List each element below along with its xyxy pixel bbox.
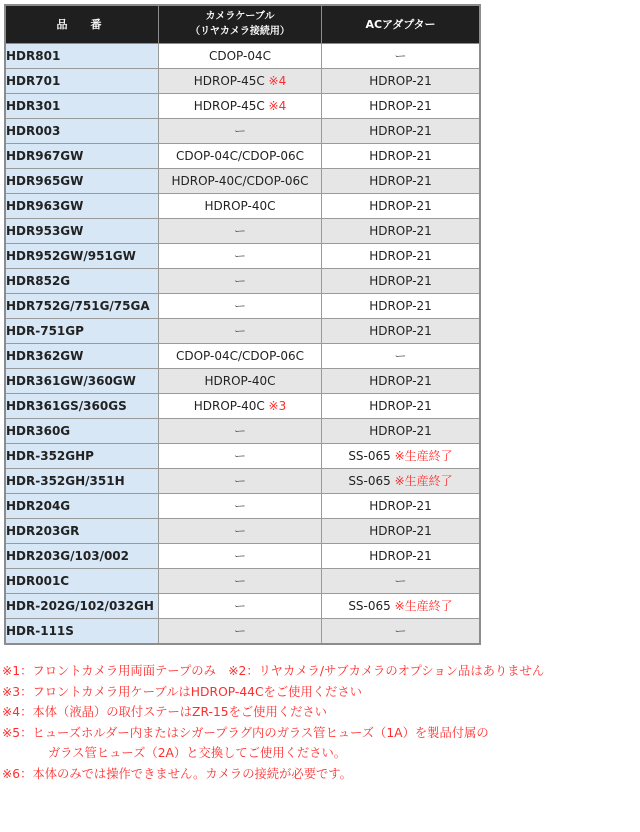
model-cell: HDR953GW (5, 218, 159, 243)
ac-adapter-cell (322, 368, 481, 393)
model-cell: HDR003 (5, 118, 159, 143)
table-row (5, 468, 480, 493)
camera-cable-cell-value: HDROP-45C (193, 98, 269, 113)
camera-cable-cell-value: HDROP-40C (204, 198, 276, 213)
model-cell: HDR361GW/360GW (5, 368, 159, 393)
table-row (5, 443, 480, 468)
model-cell: HDR001C (5, 568, 159, 593)
table-row (5, 418, 480, 443)
ac-adapter-cell (322, 318, 481, 343)
footnote-5-continued: ガラス管ヒューズ（2A）と交換してご使用ください。 (48, 746, 347, 760)
camera-cable-cell (159, 493, 322, 518)
ac-adapter-cell (322, 618, 481, 644)
ac-adapter-cell (322, 43, 481, 68)
camera-cable-cell-value: ー (233, 299, 246, 313)
ac-adapter-cell (322, 393, 481, 418)
ac-adapter-cell (322, 243, 481, 268)
model-cell: HDR852G (5, 268, 159, 293)
camera-cable-cell-value: CDOP-04C (208, 48, 271, 63)
ac-adapter-cell (322, 343, 481, 368)
ac-adapter-cell-value: HDROP-21 (369, 73, 432, 88)
footnote-1-2: ※1：フロントカメラ用両面テープのみ ※2：リヤカメラ/サブカメラのオプション品はありません (2, 664, 545, 678)
camera-cable-cell (159, 168, 322, 193)
camera-cable-cell-value: HDROP-40C/CDOP-06C (171, 173, 309, 188)
ac-adapter-cell (322, 268, 481, 293)
ac-adapter-cell-value: ー (394, 624, 407, 638)
camera-cable-cell-value: ー (233, 424, 246, 438)
table-body (5, 43, 480, 644)
ac-adapter-cell (322, 168, 481, 193)
ac-adapter-cell-value: HDROP-21 (369, 423, 432, 438)
ac-adapter-cell (322, 68, 481, 93)
camera-cable-cell (159, 368, 322, 393)
ac-adapter-cell (322, 93, 481, 118)
footnote-3: ※3：フロントカメラ用ケーブルはHDROP-44Cをご使用ください (2, 684, 362, 699)
footnotes (2, 661, 638, 784)
ac-adapter-cell-value: SS-065 (348, 449, 395, 463)
table-row (5, 68, 480, 93)
camera-cable-cell (159, 118, 322, 143)
ac-adapter-cell-value: HDROP-21 (369, 123, 432, 138)
ac-adapter-cell-value: ー (394, 349, 407, 363)
camera-cable-cell (159, 293, 322, 318)
model-cell: HDR963GW (5, 193, 159, 218)
ac-adapter-cell-value: HDROP-21 (369, 498, 432, 513)
header-model: 品 番 (5, 5, 159, 43)
ac-adapter-cell-value: HDROP-21 (369, 273, 432, 288)
table-row (5, 393, 480, 418)
camera-cable-cell-value: HDROP-40C (204, 373, 276, 388)
footnote-4: ※4：本体（液晶）の取付ステーはZR-15をご使用ください (2, 705, 327, 719)
table-row (5, 493, 480, 518)
model-cell: HDR-352GHP (5, 443, 159, 468)
camera-cable-cell-value: ー (233, 549, 246, 563)
table-row (5, 168, 480, 193)
header-camera-cable-line2: （リヤカメラ接続用） (190, 26, 290, 38)
ac-adapter-cell (322, 118, 481, 143)
header-camera-cable-line1: カメラケーブル (205, 11, 275, 23)
camera-cable-cell (159, 193, 322, 218)
ac-adapter-cell-value: HDROP-21 (369, 298, 432, 313)
model-cell: HDR-352GH/351H (5, 468, 159, 493)
table-row (5, 343, 480, 368)
table-row (5, 293, 480, 318)
camera-cable-cell (159, 218, 322, 243)
ac-adapter-cell-value: SS-065 (348, 599, 395, 613)
camera-cable-cell (159, 143, 322, 168)
camera-cable-cell-value: CDOP-04C/CDOP-06C (175, 348, 305, 363)
ac-adapter-cell (322, 218, 481, 243)
camera-cable-cell (159, 618, 322, 644)
ac-adapter-cell-value: HDROP-21 (369, 548, 432, 563)
table-header-row (5, 5, 480, 43)
camera-cable-cell (159, 43, 322, 68)
model-cell: HDR752G/751G/75GA (5, 293, 159, 318)
camera-cable-cell-note: ※4 (268, 98, 287, 113)
options-table (4, 4, 481, 645)
camera-cable-cell (159, 343, 322, 368)
ac-adapter-cell-value: ー (394, 49, 407, 63)
table-row (5, 93, 480, 118)
camera-cable-cell (159, 593, 322, 618)
table-row (5, 618, 480, 644)
footnote-5: ※5：ヒューズホルダー内またはシガープラグ内のガラス管ヒューズ（1A）を製品付属の (2, 725, 489, 740)
ac-adapter-cell-value: SS-065 (348, 474, 395, 488)
table-row (5, 318, 480, 343)
ac-adapter-cell (322, 518, 481, 543)
model-cell: HDR801 (5, 43, 159, 68)
ac-adapter-cell (322, 443, 481, 468)
header-ac-adapter: ACアダプター (322, 5, 481, 43)
table-row (5, 518, 480, 543)
camera-cable-cell-value: ー (233, 224, 246, 238)
camera-cable-cell-value: ー (233, 624, 246, 638)
camera-cable-cell-value: HDROP-40C (193, 398, 269, 413)
footnote-6: ※6：本体のみでは操作できません。カメラの接続が必要です。 (2, 766, 352, 781)
table-row (5, 118, 480, 143)
ac-adapter-cell-value: HDROP-21 (369, 198, 432, 213)
model-cell: HDR-751GP (5, 318, 159, 343)
camera-cable-cell (159, 318, 322, 343)
ac-adapter-cell-note: ※生産終了 (394, 599, 453, 613)
table-row (5, 243, 480, 268)
camera-cable-cell-value: ー (233, 124, 246, 138)
ac-adapter-cell (322, 593, 481, 618)
model-cell: HDR965GW (5, 168, 159, 193)
table-row (5, 593, 480, 618)
ac-adapter-cell-value: HDROP-21 (369, 148, 432, 163)
ac-adapter-cell (322, 543, 481, 568)
ac-adapter-cell (322, 143, 481, 168)
camera-cable-cell-value: ー (233, 249, 246, 263)
model-cell: HDR967GW (5, 143, 159, 168)
camera-cable-cell (159, 393, 322, 418)
camera-cable-cell-note: ※3 (268, 398, 287, 413)
camera-cable-cell-value: ー (233, 499, 246, 513)
camera-cable-cell (159, 568, 322, 593)
table-row (5, 143, 480, 168)
ac-adapter-cell-value: ー (394, 574, 407, 588)
ac-adapter-cell (322, 493, 481, 518)
camera-cable-cell-value: CDOP-04C/CDOP-06C (175, 148, 305, 163)
ac-adapter-cell-value: HDROP-21 (369, 523, 432, 538)
model-cell: HDR301 (5, 93, 159, 118)
table-row (5, 568, 480, 593)
model-cell: HDR360G (5, 418, 159, 443)
table-row (5, 368, 480, 393)
ac-adapter-cell (322, 568, 481, 593)
header-camera-cable (159, 5, 322, 43)
camera-cable-cell-value: ー (233, 524, 246, 538)
camera-cable-cell-value: HDROP-45C (193, 73, 269, 88)
camera-cable-cell-value: ー (233, 599, 246, 613)
camera-cable-cell (159, 543, 322, 568)
model-cell: HDR203GR (5, 518, 159, 543)
model-cell: HDR-202G/102/032GH (5, 593, 159, 618)
ac-adapter-cell-value: HDROP-21 (369, 373, 432, 388)
model-cell: HDR203G/103/002 (5, 543, 159, 568)
model-cell: HDR952GW/951GW (5, 243, 159, 268)
ac-adapter-cell-value: HDROP-21 (369, 248, 432, 263)
table-row (5, 193, 480, 218)
model-cell: HDR361GS/360GS (5, 393, 159, 418)
model-cell: HDR-111S (5, 618, 159, 644)
ac-adapter-cell (322, 293, 481, 318)
ac-adapter-cell (322, 193, 481, 218)
model-cell: HDR204G (5, 493, 159, 518)
camera-cable-cell (159, 468, 322, 493)
camera-cable-cell (159, 68, 322, 93)
model-cell: HDR362GW (5, 343, 159, 368)
ac-adapter-cell (322, 418, 481, 443)
camera-cable-cell (159, 243, 322, 268)
ac-adapter-cell-value: HDROP-21 (369, 98, 432, 113)
camera-cable-cell-value: ー (233, 449, 246, 463)
camera-cable-cell-value: ー (233, 574, 246, 588)
camera-cable-cell (159, 93, 322, 118)
camera-cable-cell-note: ※4 (268, 73, 287, 88)
ac-adapter-cell-note: ※生産終了 (394, 449, 453, 463)
camera-cable-cell (159, 443, 322, 468)
ac-adapter-cell-value: HDROP-21 (369, 398, 432, 413)
model-cell: HDR701 (5, 68, 159, 93)
ac-adapter-cell (322, 468, 481, 493)
ac-adapter-cell-value: HDROP-21 (369, 173, 432, 188)
ac-adapter-cell-value: HDROP-21 (369, 323, 432, 338)
table-row (5, 43, 480, 68)
table-row (5, 543, 480, 568)
ac-adapter-cell-value: HDROP-21 (369, 223, 432, 238)
ac-adapter-cell-note: ※生産終了 (394, 474, 453, 488)
table-row (5, 268, 480, 293)
camera-cable-cell (159, 268, 322, 293)
camera-cable-cell (159, 518, 322, 543)
camera-cable-cell-value: ー (233, 324, 246, 338)
camera-cable-cell-value: ー (233, 474, 246, 488)
camera-cable-cell (159, 418, 322, 443)
table-row (5, 218, 480, 243)
camera-cable-cell-value: ー (233, 274, 246, 288)
